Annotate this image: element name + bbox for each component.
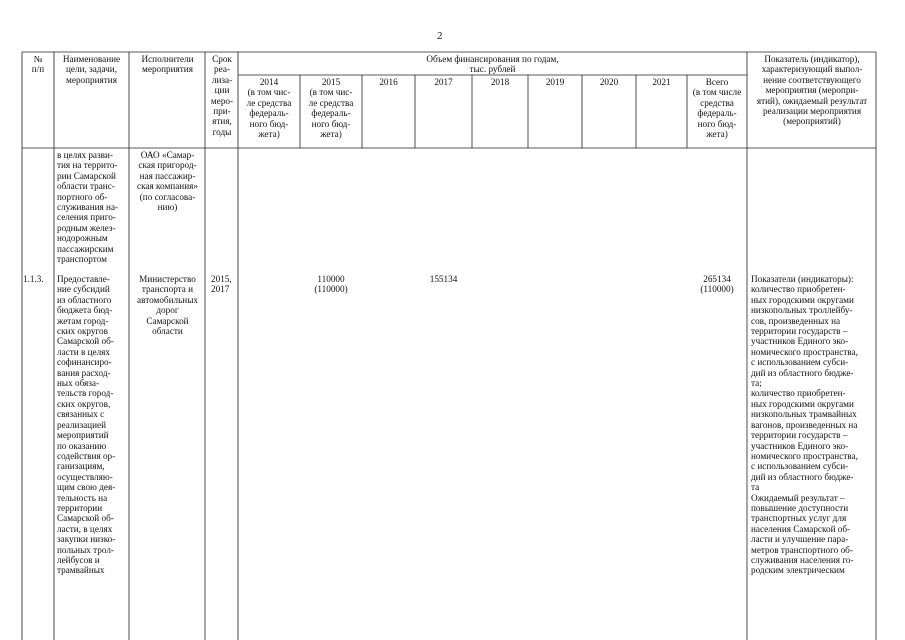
header-indicator: Показатель (индикатор), характеризующий выпол- нение соответствующего мероприятия (меропри- ятий), ожидаемый результат реализации мероприятия (мероприятий)	[756, 54, 868, 127]
header-total: Всего (в том числе средства федераль- ного бюд- жета)	[692, 77, 742, 140]
row2-term: 2015, 2017	[211, 274, 232, 295]
header-year-2021: 2021	[652, 77, 671, 87]
row2-total: 265134 (110000)	[700, 274, 734, 295]
page-number: 2	[437, 30, 443, 42]
row1-name: в целях разви- тия на террито- рии Самарской области транс- портного об- служивания на- селения приго- родным желез- нодорожным пассажирским транспортом	[57, 150, 119, 265]
row2-value-2017: 155134	[429, 274, 458, 284]
header-year-2017: 2017	[434, 77, 453, 87]
header-executors: Исполнители мероприятия	[141, 54, 194, 75]
row2-num: 1.1.3.	[23, 274, 44, 284]
row2-executors: Министерство транспорта и автомобильных дорог Самарской области	[137, 274, 198, 337]
header-num: № п/п	[31, 54, 45, 75]
header-year-2014: 2014 (в том чис- ле средства федераль- ного бюд- жета)	[246, 77, 292, 140]
row2-indicator: Показатели (индикаторы): количество приобретен- ных городскими округами низкопольных троллейбу- сов, произведенных на территории государств – участников Единого эко- номического пространства, с использованием субси- дий из областного бюдже- та; количество приобретен- ных городскими округами низкопольных трамвайных вагонов, произведенных на территории государств – участников Единого эко- номического пространства, с использованием субси- дий из областного бюдже- та Ожидаемый результат – повышение доступности транспортных услуг для населения Самарской об- ласти и улучшение пара- метров транспортного об- служивания населения го- родским электрическим	[751, 274, 858, 576]
header-year-2019: 2019	[545, 77, 565, 87]
row2-name: Предоставле- ние субсидий из областного бюджета бюд- жетам город- ских округов Самарской об- ласти в целях софинансиро- вания расход- ных обяза- тельств город- ских округов, связанных с реализацией мероприятий по оказанию содействия ор- ганизациям, осуществляю- щим свою дея- тельность на территории Самарской об- ласти, в целях закупки низко- польных трол- лейбусов и трамвайных	[57, 274, 116, 576]
header-year-2020: 2020	[599, 77, 619, 87]
header-year-2018: 2018	[490, 77, 510, 87]
header-funding-title: Объем финансирования по годам, тыс. рублей	[426, 54, 559, 75]
header-year-2015: 2015 (в том чис- ле средства федераль- ного бюд- жета)	[308, 77, 354, 140]
header-year-2016: 2016	[379, 77, 398, 87]
header-term: Срок реа- лиза- ции меро- при- ятия, годы	[210, 54, 234, 137]
row1-executors: ОАО «Самар- ская пригород- ная пассажир- ская компания» (по согласова- нию)	[137, 150, 198, 213]
row2-value-2015: 110000 (110000)	[314, 274, 348, 295]
header-name: Наименование цели, задачи, мероприятия	[62, 54, 121, 85]
